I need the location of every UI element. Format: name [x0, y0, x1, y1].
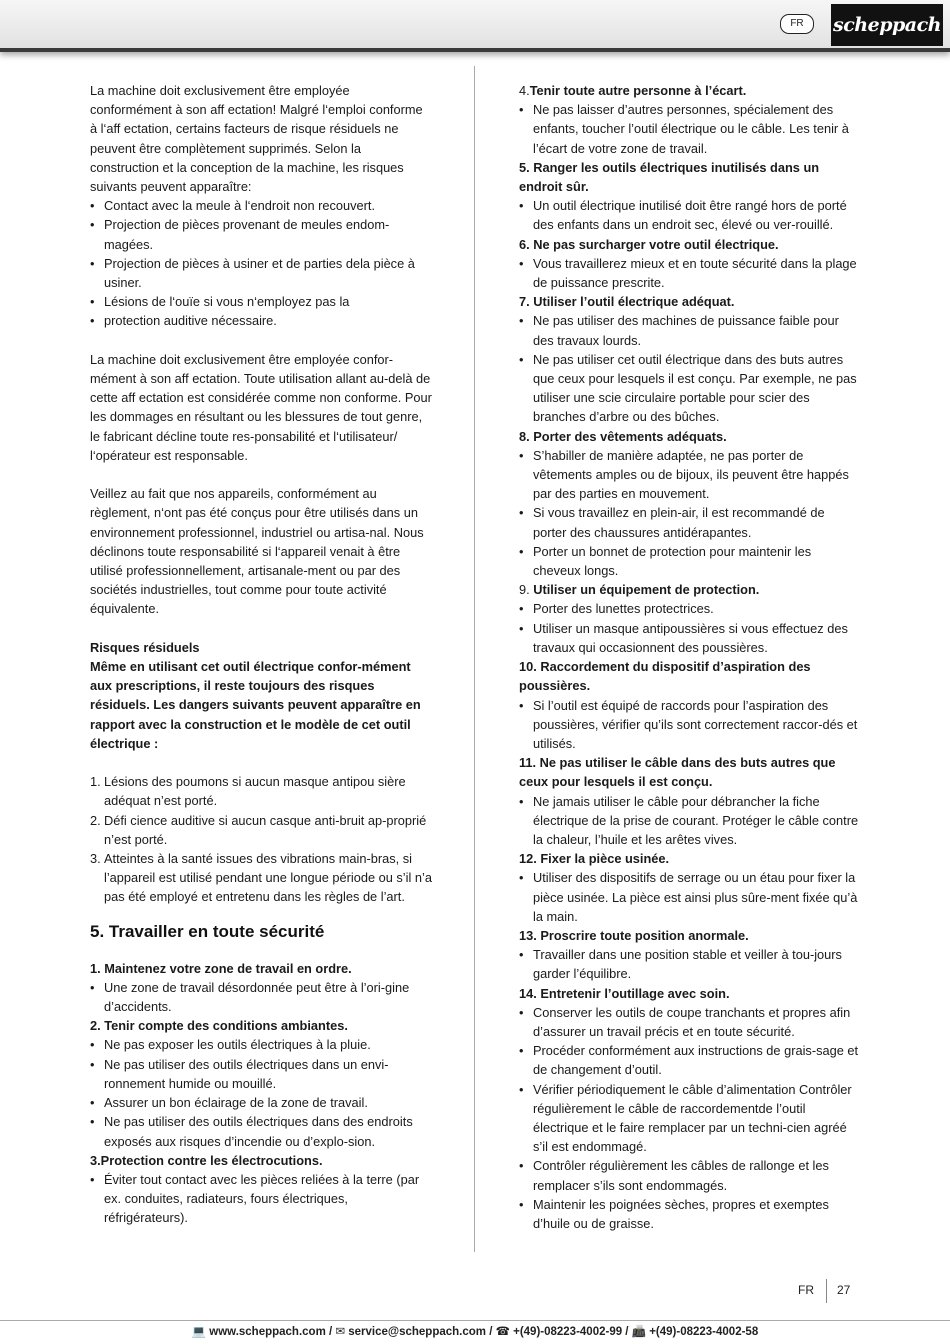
left-column [90, 81, 432, 1228]
rule-title: 5. Ranger les outils électriques inutilisés dans un endroit sûr. [519, 159, 820, 195]
rule-title: 2. Tenir compte des conditions ambiantes. [90, 1018, 348, 1034]
rule-title: 10. Raccordement du dispositif d’aspiration des poussières. [519, 659, 811, 694]
list-item: • Éviter tout contact avec les pièces reliées à la terre (par ex. conduites, radiateurs, fours électriques, réfrigérateurs). [90, 1170, 432, 1228]
list-item: • Ne pas utiliser des machines de puissance faible pour des travaux lourds. [519, 311, 859, 349]
rule-title: 7. Utiliser l’outil électrique adéquat. [519, 294, 735, 310]
list-item: • Ne jamais utiliser le câble pour débrancher la fiche électrique de la prise de courant. Protéger le câble contre la chaleur, l’huile et les arêtes vives. [519, 792, 859, 850]
list-item: 2. Défi cience auditive si aucun casque anti-bruit ap-proprié n’est porté. [90, 812, 427, 847]
list-item: • Utiliser des dispositifs de serrage ou un étau pour fixer la pièce usinée. La pièce est ainsi plus sûre-ment fixée qu’à la main. [519, 868, 859, 926]
list-item: 3. Atteintes à la santé issues des vibrations main-bras, si l’appareil est utilisé pendant une longue période ou s’il n’a pas été employé et entretenu dans les règles de l’art. [90, 851, 432, 905]
residual-risks-title: Risques résiduels [90, 639, 200, 655]
list-item: • Ne pas utiliser des outils électriques dans un envi-ronnement humide ou mouillé. [90, 1055, 432, 1093]
rule-title: 14. Entretenir l’outillage avec soin. [519, 985, 730, 1001]
page-number: 27 [837, 1283, 851, 1297]
footer-divider [826, 1279, 827, 1303]
rule-title: 12. Fixer la pièce usinée. [519, 851, 670, 867]
list-item: • Ne pas laisser d’autres personnes, spécialement des enfants, toucher l’outil électrique ou le câble. Les tenir à l’écart de votre zone de travail. [519, 100, 859, 158]
list-item: • Porter un bonnet de protection pour maintenir les cheveux longs. [519, 542, 859, 580]
intro-paragraph: La machine doit exclusivement être employée conformément à son aff ectation! Malgré l‘emploi conforme à l‘aff ectation, certains facteurs de risque résiduels ne peuvent être complètement supprimés. Selon la construction et la conception de la machine, les risques suivants peuvent apparaître: [90, 83, 423, 195]
list-item: • Projection de pièces à usiner et de parties dela pièce à usiner. [90, 254, 432, 292]
rule-title: 8. Porter des vêtements adéquats. [519, 428, 727, 444]
liability-paragraph: Veillez au fait que nos appareils, conformément au règlement, n‘ont pas été conçus pour être utilisés dans un environnement professionnel, industriel ou artisa-nal. Nous déclinons toute responsabilité si l‘appareil venait à être utilisé professionnellement, artisanale-ment ou par des sociétés industrielles, tout comme pour toute activité équivalente. [90, 486, 424, 617]
list-item: • Si vous travaillez en plein-air, il est recommandé de porter des chaussures antidérapantes. [519, 503, 859, 541]
list-item: • Un outil électrique inutilisé doit être rangé hors de porté des enfants dans un endroit sec, élevé ou ver-rouillé. [519, 196, 859, 234]
list-item: • Vous travaillerez mieux et en toute sécurité dans la plage de puissance prescrite. [519, 254, 859, 292]
list-item: • S’habiller de manière adaptée, ne pas porter de vêtements amples ou de bijoux, ils peuvent être happés par des parties en mouvement. [519, 446, 859, 504]
header-bar [0, 0, 950, 52]
footer-language: FR [798, 1283, 814, 1297]
list-item: • Maintenir les poignées sèches, propres et exemptes d’huile ou de graisse. [519, 1195, 859, 1233]
rule-title: 6. Ne pas surcharger votre outil électrique. [519, 236, 779, 252]
list-item: • Assurer un bon éclairage de la zone de travail. [90, 1093, 432, 1112]
list-item: 1. Lésions des poumons si aucun masque antipou sière adéquat n’est porté. [90, 774, 406, 809]
list-item: • Contact avec la meule à l‘endroit non recouvert. [90, 196, 432, 215]
language-badge: FR [780, 14, 814, 34]
list-item: • Si l’outil est équipé de raccords pour l’aspiration des poussières, vérifier qu’ils sont correctement raccor-dés et utilisés. [519, 696, 859, 754]
rule-title: 9. Utiliser un équipement de protection. [519, 582, 760, 598]
rule-title: 3.Protection contre les électrocutions. [90, 1152, 323, 1168]
list-item: • Conserver les outils de coupe tranchants et propres afin d’assurer un travail précis et en toute sécurité. [519, 1003, 859, 1041]
residual-risk-list [90, 772, 432, 906]
list-item: • Projection de pièces provenant de meules endom-magées. [90, 215, 432, 253]
right-column [519, 81, 859, 1233]
contact-bar: 💻 www.scheppach.com / ✉ service@scheppach.com / ☎ +(49)-08223-4002-99 / 📠 +(49)-08223-4002-58 [0, 1320, 950, 1344]
usage-paragraph: La machine doit exclusivement être employée confor-mément à son aff ectation. Toute utilisation allant au-delà de cette aff ectation est considérée comme non conforme. Pour les dommages en résultant ou les blessures de tout genre, le fabricant décline toute res-ponsabilité et l‘utilisateur/ l‘opérateur est responsable. [90, 351, 432, 463]
risk-list [90, 196, 432, 330]
column-divider [474, 66, 475, 1252]
scheppach-logo: scheppach [831, 4, 943, 46]
list-item: • Procéder conformément aux instructions de grais-sage et de changement d’outil. [519, 1041, 859, 1079]
list-item: • Ne pas exposer les outils électriques à la pluie. [90, 1035, 432, 1054]
residual-risks-intro: Même en utilisant cet outil électrique confor-mément aux prescriptions, il reste toujours des risques résiduels. Les dangers suivants peuvent apparaître en rapport avec la construction et le modèle de cet outil électrique : [90, 659, 421, 751]
rule-title: 13. Proscrire toute position anormale. [519, 927, 749, 943]
rule-title: 4.Tenir toute autre personne à l’écart. [519, 83, 747, 98]
list-item: • Vérifier périodiquement le câble d’alimentation Contrôler régulièrement le câble de raccordementde l’outil électrique et le faire remplacer par un techni-cien agréé s’il est endommagé. [519, 1080, 859, 1157]
list-item: • Utiliser un masque antipoussières si vous effectuez des travaux qui occasionnent des poussières. [519, 619, 859, 657]
list-item: • Ne pas utiliser cet outil électrique dans des buts autres que ceux pour lesquels il est conçu. Par exemple, ne pas utiliser une scie circulaire portable pour scier des branches d’arbre ou des bûches. [519, 350, 859, 427]
rule-title: 11. Ne pas utiliser le câble dans des buts autres que ceux pour lesquels il est conçu. [519, 755, 836, 790]
list-item: • protection auditive nécessaire. [90, 311, 432, 330]
list-item: • Lésions de l‘ouïe si vous n‘employez pas la [90, 292, 432, 311]
list-item: • Porter des lunettes protectrices. [519, 599, 859, 618]
list-item: • Contrôler régulièrement les câbles de rallonge et les remplacer s’ils sont endommagés. [519, 1156, 859, 1194]
list-item: • Ne pas utiliser des outils électriques dans des endroits exposés aux risques d’incendie ou d’explo-sion. [90, 1112, 432, 1150]
list-item: • Une zone de travail désordonnée peut être à l’ori-gine d’accidents. [90, 978, 432, 1016]
section-heading: 5. Travailler en toute sécurité [90, 921, 325, 941]
rule-title: 1. Maintenez votre zone de travail en ordre. [90, 960, 352, 976]
list-item: • Travailler dans une position stable et veiller à tou-jours garder l’équilibre. [519, 945, 859, 983]
